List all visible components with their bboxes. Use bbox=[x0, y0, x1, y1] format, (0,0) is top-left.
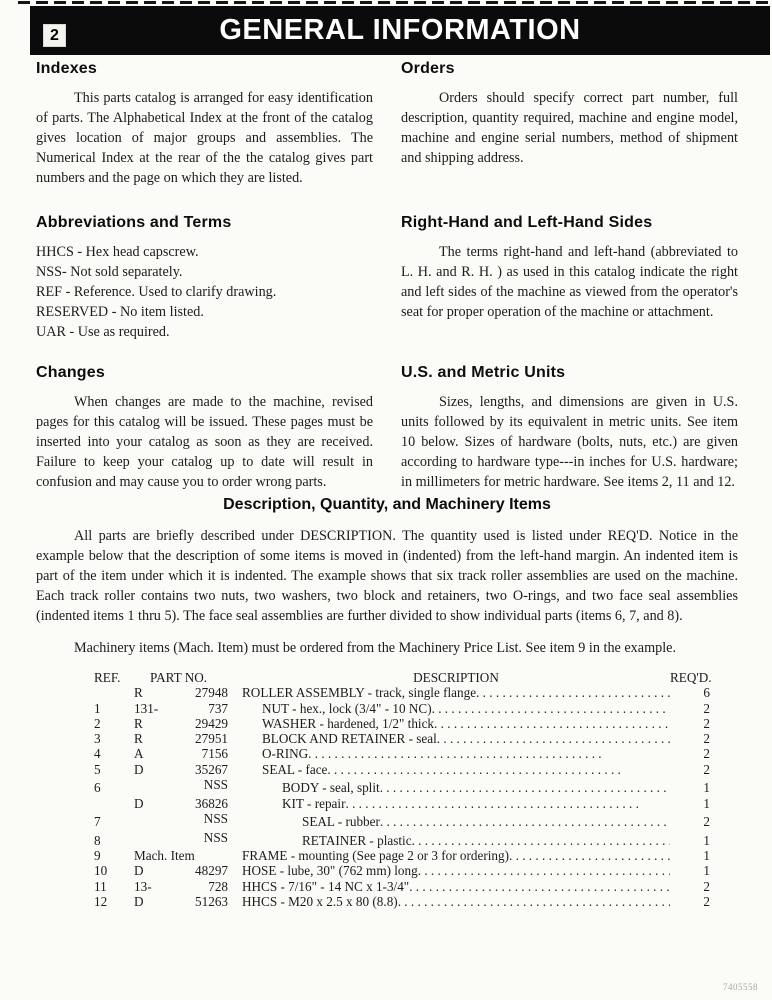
table-row bbox=[94, 701, 710, 716]
part-prefix: D bbox=[134, 894, 144, 910]
dot-leader bbox=[509, 848, 670, 863]
part-description: RETAINER - plastic bbox=[302, 832, 412, 848]
part-description: HHCS - M20 x 2.5 x 80 (8.8) bbox=[242, 894, 398, 910]
qty-cell: 1 bbox=[703, 795, 710, 811]
dot-leader bbox=[308, 746, 670, 761]
qty-cell: 2 bbox=[703, 731, 710, 747]
left-column bbox=[36, 60, 373, 492]
dot-leader bbox=[434, 716, 670, 731]
table-row bbox=[94, 848, 710, 863]
part-cell bbox=[134, 701, 242, 716]
part-cell bbox=[134, 716, 242, 731]
page-top-dashed-edge bbox=[18, 1, 772, 4]
part-cell bbox=[134, 811, 242, 826]
part-prefix: R bbox=[134, 715, 143, 731]
part-description: FRAME - mounting (See page 2 or 3 for ordering) bbox=[242, 848, 509, 864]
dot-leader bbox=[432, 701, 670, 716]
ref-cell: 2 bbox=[94, 715, 101, 731]
page-number-badge: 2 bbox=[43, 24, 66, 47]
desc-cell bbox=[242, 796, 670, 811]
desc-cell bbox=[242, 762, 670, 777]
table-row bbox=[94, 830, 710, 849]
changes-paragraph: When changes are made to the machine, revised pages for this catalog will be issued. These pages must be inserted into your catalog as soon as they are received. Failure to keep your catalog up to date will result in confusion and may cause you to order wrong parts. bbox=[36, 394, 373, 490]
part-number: 737 bbox=[208, 700, 228, 716]
part-prefix: D bbox=[134, 863, 144, 879]
table-row bbox=[94, 863, 710, 878]
dot-leader bbox=[398, 894, 670, 909]
part-prefix: 13- bbox=[134, 878, 152, 894]
ref-cell: 12 bbox=[94, 894, 108, 910]
desc-cell bbox=[242, 685, 670, 700]
qty-cell: 2 bbox=[703, 715, 710, 731]
qty-cell: 2 bbox=[703, 746, 710, 762]
table-row bbox=[94, 894, 710, 909]
abbreviation-item: UAR - Use as required. bbox=[36, 324, 170, 340]
desc-cell bbox=[242, 863, 670, 878]
qty-cell: 1 bbox=[703, 780, 710, 796]
table-row bbox=[94, 777, 710, 796]
ref-cell: 10 bbox=[94, 863, 108, 879]
desc-header: DESCRIPTION bbox=[413, 670, 499, 685]
section-heading-sides: Right-Hand and Left-Hand Sides bbox=[401, 214, 653, 231]
page-header-bar bbox=[30, 6, 770, 55]
ref-cell: 1 bbox=[94, 700, 101, 716]
section-sides bbox=[401, 214, 738, 364]
section-heading-indexes: Indexes bbox=[36, 60, 97, 77]
right-column bbox=[401, 60, 738, 492]
qty-cell: 2 bbox=[703, 894, 710, 910]
desc-cell bbox=[242, 701, 670, 716]
section-units bbox=[401, 364, 738, 492]
part-number: 728 bbox=[208, 878, 228, 894]
section-abbreviations bbox=[36, 214, 373, 364]
abbreviation-item: HHCS - Hex head capscrew. bbox=[36, 244, 199, 260]
part-description: O-RING bbox=[262, 746, 309, 762]
page-title: GENERAL INFORMATION bbox=[219, 14, 581, 46]
part-description: HHCS - 7/16" - 14 NC x 1-3/4" bbox=[242, 878, 410, 894]
desc-cell bbox=[242, 814, 670, 829]
part-description: SEAL - face bbox=[262, 761, 328, 777]
part-cell bbox=[134, 863, 242, 878]
ref-header: REF. bbox=[94, 670, 121, 685]
part-description: NUT - hex., lock (3/4" - 10 NC) bbox=[262, 700, 432, 716]
part-cell bbox=[134, 746, 242, 761]
part-number: 48297 bbox=[195, 863, 228, 879]
section-heading-description-quantity: Description, Quantity, and Machinery Items bbox=[223, 496, 551, 513]
dot-leader bbox=[327, 762, 670, 777]
part-prefix: R bbox=[134, 685, 143, 701]
table-row bbox=[94, 746, 710, 761]
qty-cell: 1 bbox=[703, 863, 710, 879]
ref-cell: 8 bbox=[94, 832, 101, 848]
part-description: WASHER - hardened, 1/2" thick bbox=[262, 715, 435, 731]
description-quantity-paragraph-2: Machinery items (Mach. Item) must be ordered from the Machinery Price List. See item 9 in the example. bbox=[74, 640, 676, 656]
desc-cell bbox=[242, 746, 670, 761]
part-description: ROLLER ASSEMBLY - track, single flange bbox=[242, 685, 477, 701]
table-row bbox=[94, 731, 710, 746]
section-orders bbox=[401, 60, 738, 214]
part-cell bbox=[134, 777, 242, 792]
section-heading-abbreviations: Abbreviations and Terms bbox=[36, 214, 232, 231]
footer-form-code: 7405558 bbox=[723, 982, 758, 992]
part-cell bbox=[134, 796, 242, 811]
ref-cell: 5 bbox=[94, 761, 101, 777]
part-cell bbox=[134, 848, 242, 863]
abbreviation-item: RESERVED - No item listed. bbox=[36, 304, 204, 320]
dot-leader bbox=[409, 879, 670, 894]
part-cell bbox=[134, 879, 242, 894]
parts-table-body bbox=[94, 685, 710, 909]
ref-cell: 3 bbox=[94, 731, 101, 747]
dot-leader bbox=[476, 685, 670, 700]
dot-leader bbox=[437, 731, 670, 746]
part-prefix: 131- bbox=[134, 700, 159, 716]
part-prefix: D bbox=[134, 795, 144, 811]
part-cell bbox=[134, 731, 242, 746]
ref-cell: 4 bbox=[94, 746, 101, 762]
part-number: NSS bbox=[203, 829, 228, 845]
qty-cell: 2 bbox=[703, 814, 710, 830]
dot-leader bbox=[345, 796, 670, 811]
part-number: NSS bbox=[203, 777, 228, 793]
table-row bbox=[94, 685, 710, 700]
orders-paragraph: Orders should specify correct part number, full description, quantity required, machine and engine model, machine and engine serial numbers, method of shipment and shipping address. bbox=[401, 90, 738, 166]
indexes-paragraph: This parts catalog is arranged for easy identification of parts. The Alphabetical Index at the front of the catalog gives location of major groups and assemblies. The Numerical Index at the rear of the the catalog gives part numbers and the page on which they are listed. bbox=[36, 90, 373, 186]
part-description: KIT - repair bbox=[282, 795, 346, 811]
table-row bbox=[94, 811, 710, 830]
table-row bbox=[94, 796, 710, 811]
desc-cell bbox=[242, 833, 670, 848]
part-cell bbox=[134, 762, 242, 777]
desc-cell bbox=[242, 780, 670, 795]
parts-table-header bbox=[94, 670, 710, 685]
ref-cell: 7 bbox=[94, 814, 101, 830]
desc-cell bbox=[242, 894, 670, 909]
ref-cell: 11 bbox=[94, 878, 107, 894]
part-prefix: D bbox=[134, 761, 144, 777]
part-number: 27948 bbox=[195, 685, 228, 701]
desc-cell bbox=[242, 731, 670, 746]
part-number bbox=[195, 848, 242, 863]
page-content bbox=[36, 60, 738, 909]
example-parts-table bbox=[94, 670, 710, 909]
section-heading-changes: Changes bbox=[36, 364, 105, 381]
table-row bbox=[94, 879, 710, 894]
dot-leader bbox=[418, 863, 670, 878]
part-description: SEAL - rubber bbox=[302, 814, 380, 830]
part-number: 35267 bbox=[195, 761, 228, 777]
qty-cell: 1 bbox=[703, 832, 710, 848]
part-prefix: Mach. Item bbox=[134, 848, 195, 864]
dot-leader bbox=[380, 780, 670, 795]
part-header: PART NO. bbox=[150, 670, 208, 685]
two-column-area bbox=[36, 60, 738, 492]
sides-paragraph: The terms right-hand and left-hand (abbreviated to L. H. and R. H. ) as used in this catalog indicate the right and left sides of the machine as viewed from the operator's seat for proper operation of the machine or attachment. bbox=[401, 244, 738, 320]
qty-cell: 6 bbox=[703, 685, 710, 701]
units-paragraph: Sizes, lengths, and dimensions are given in U.S. units followed by its equivalent in metric units. See item 10 below. Sizes of hardware (bolts, nuts, etc.) are given according to hardware type---in inches for U.S. hardware; in millimeters for metric hardware. See items 2, 11 and 12. bbox=[401, 394, 738, 490]
ref-cell: 9 bbox=[94, 848, 101, 864]
part-prefix: A bbox=[134, 746, 144, 762]
section-heading-units: U.S. and Metric Units bbox=[401, 364, 566, 381]
part-description: BODY - seal, split bbox=[282, 780, 380, 796]
abbreviations-list bbox=[36, 242, 373, 342]
part-description: BLOCK AND RETAINER - seal bbox=[262, 731, 437, 747]
table-row bbox=[94, 716, 710, 731]
part-cell bbox=[134, 685, 242, 700]
section-heading-orders: Orders bbox=[401, 60, 455, 77]
qty-cell: 2 bbox=[703, 878, 710, 894]
qty-header: REQ'D. bbox=[670, 670, 712, 685]
section-changes bbox=[36, 364, 373, 492]
ref-cell: 6 bbox=[94, 780, 101, 796]
part-description: HOSE - lube, 30" (762 mm) long bbox=[242, 863, 418, 879]
desc-cell bbox=[242, 879, 670, 894]
desc-cell bbox=[242, 716, 670, 731]
table-row bbox=[94, 762, 710, 777]
part-number: 36826 bbox=[195, 795, 228, 811]
description-quantity-paragraph-1: All parts are briefly described under DESCRIPTION. The quantity used is listed under REQ'D. Notice in the example below that the description of some items is moved in (indented) from the left-hand margin. An indented item is part of the item under which it is indented. The example shows that six track roller assemblies are used on the machine. Each track roller contains two nuts, two washers, two block and retainers, two O-rings, and two face seal assemblies (indented items 1 thru 5). The face seal assemblies are further divided to show individual parts (items 6, 7, and 8). bbox=[36, 528, 738, 624]
part-number: 29429 bbox=[195, 715, 228, 731]
part-cell bbox=[134, 830, 242, 845]
section-indexes bbox=[36, 60, 373, 214]
part-number: 27951 bbox=[195, 731, 228, 747]
part-number: 7156 bbox=[201, 746, 228, 762]
part-number: NSS bbox=[203, 810, 228, 826]
part-cell bbox=[134, 894, 242, 909]
dot-leader bbox=[412, 833, 670, 848]
part-number: 51263 bbox=[195, 894, 228, 910]
part-prefix: R bbox=[134, 731, 143, 747]
qty-cell: 1 bbox=[703, 848, 710, 864]
qty-cell: 2 bbox=[703, 700, 710, 716]
qty-cell: 2 bbox=[703, 761, 710, 777]
abbreviation-item: NSS- Not sold separately. bbox=[36, 264, 183, 280]
abbreviation-item: REF - Reference. Used to clarify drawing. bbox=[36, 284, 277, 300]
desc-cell bbox=[242, 848, 670, 863]
dot-leader bbox=[380, 814, 670, 829]
